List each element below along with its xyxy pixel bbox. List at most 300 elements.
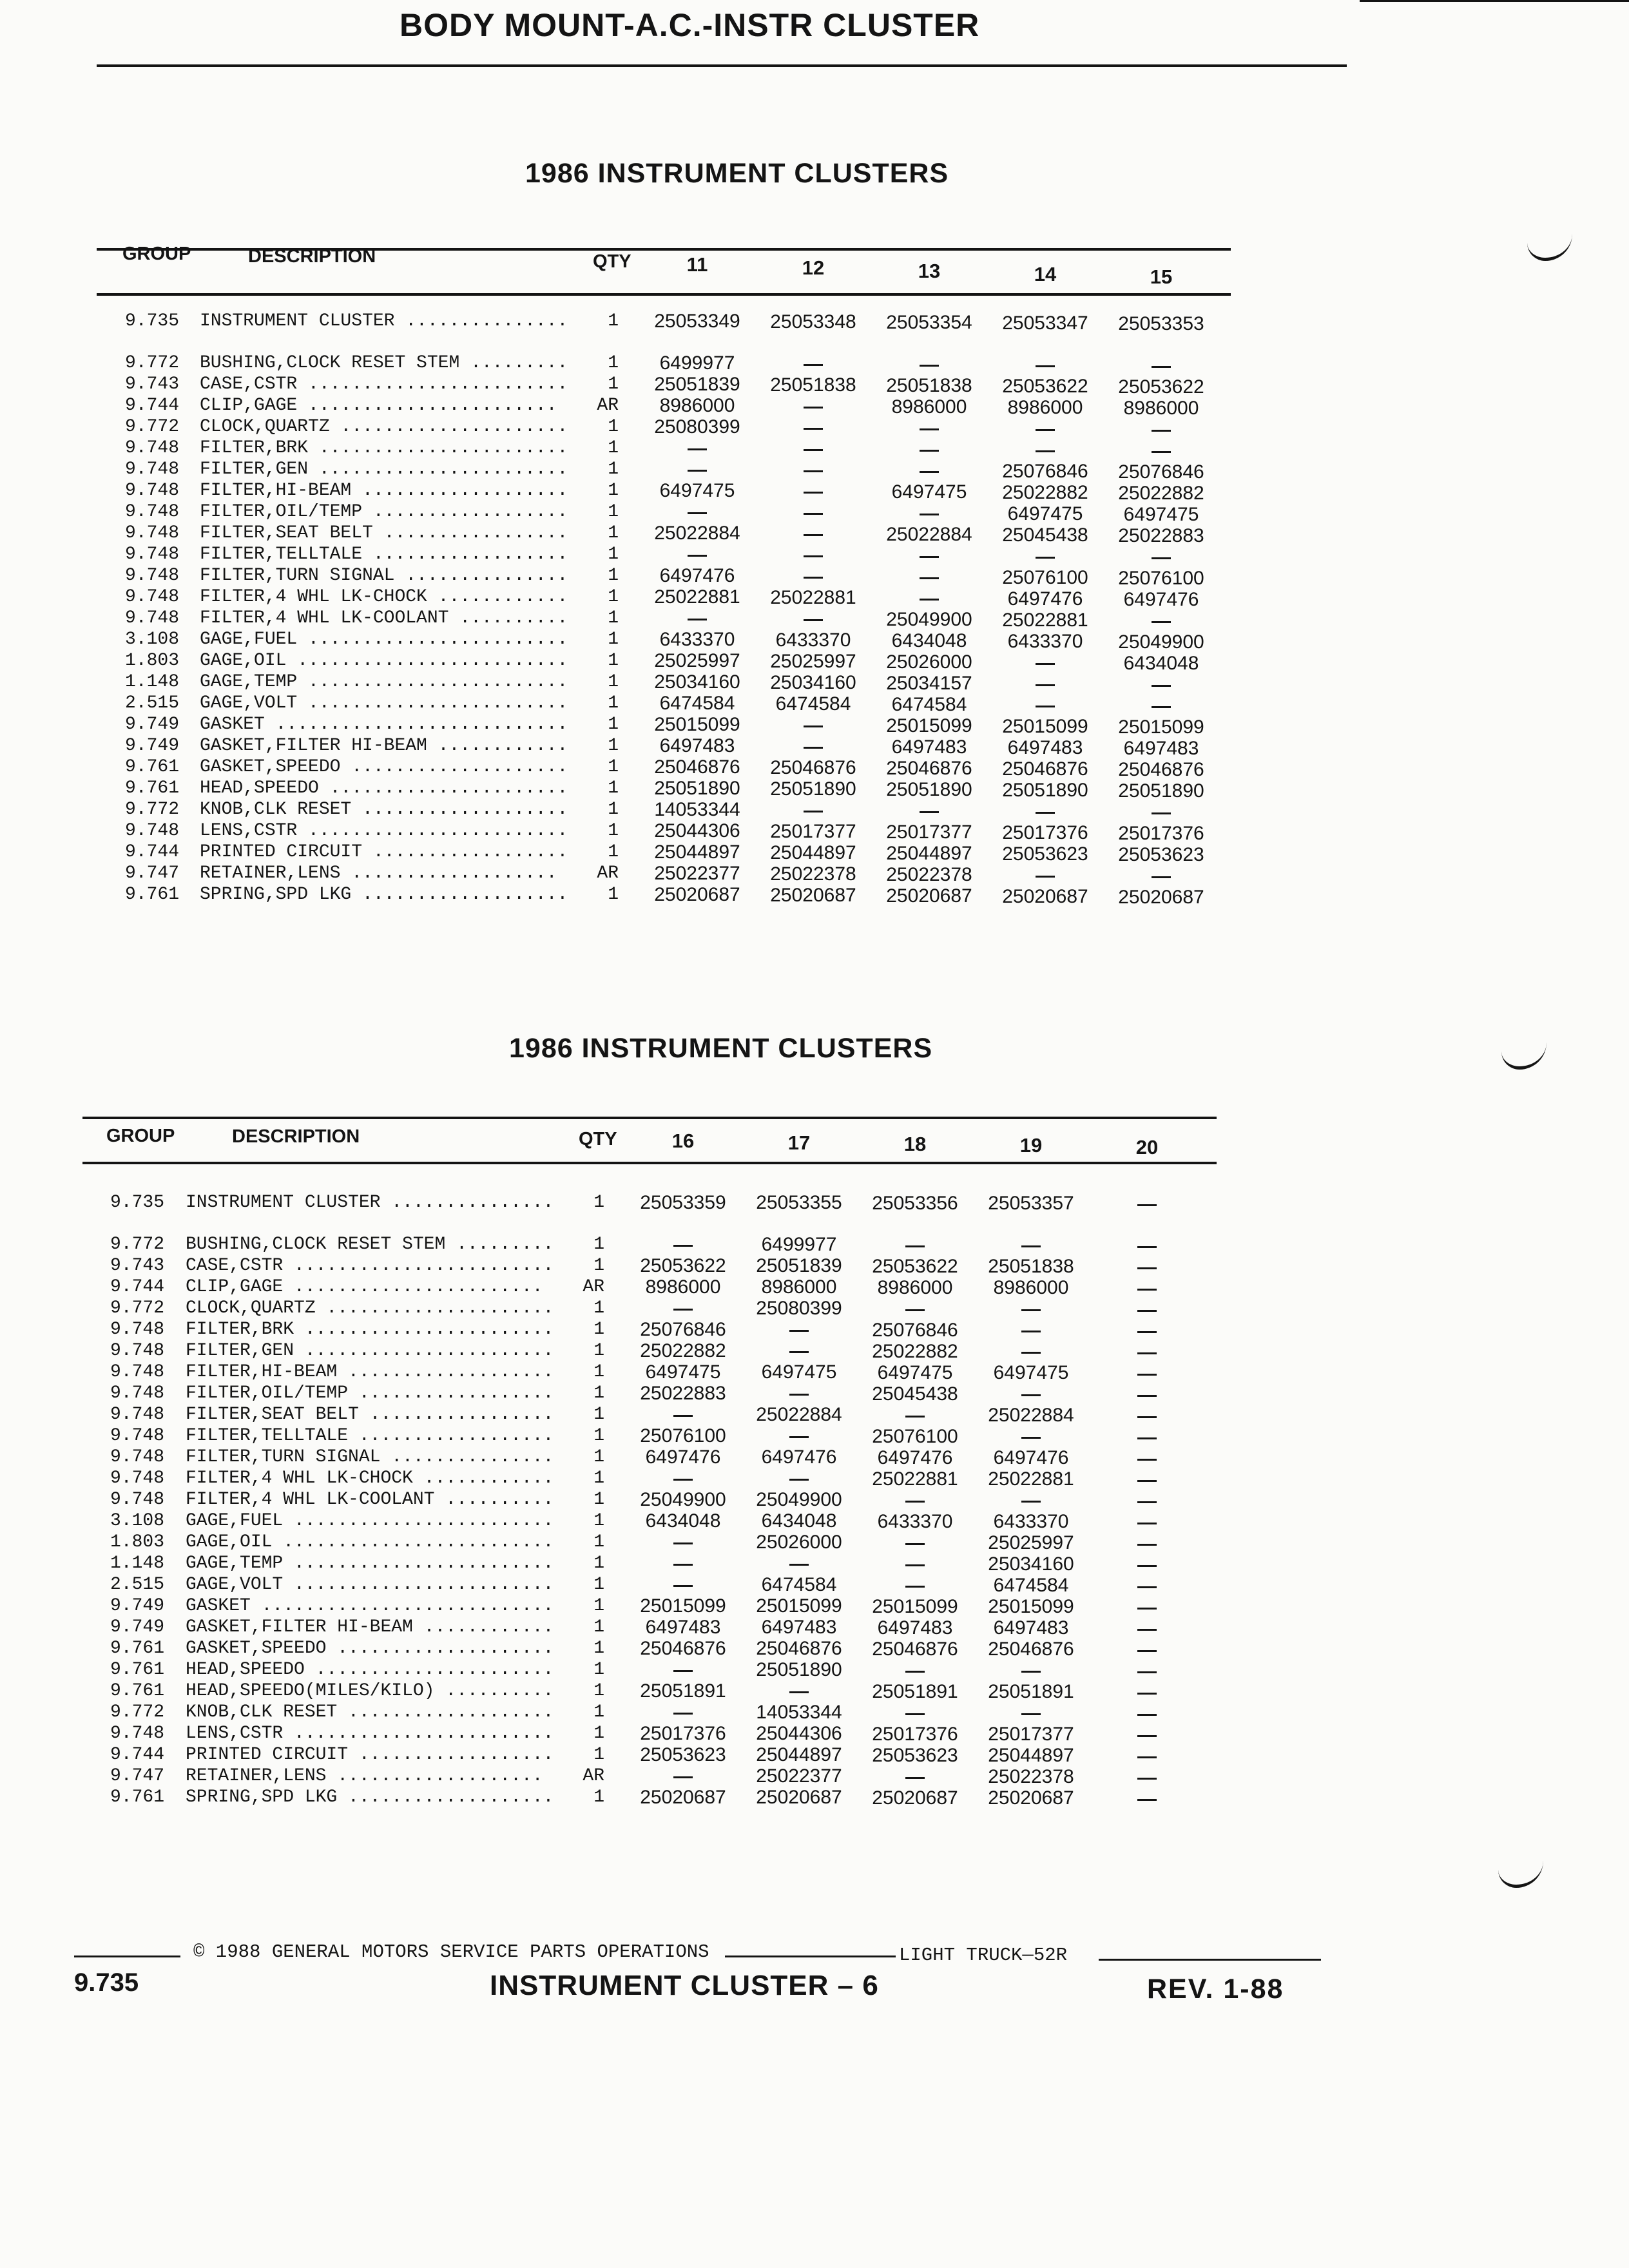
part-number: 6497483	[659, 735, 735, 756]
no-part-dash	[804, 470, 823, 472]
part-number: 25022884	[654, 523, 740, 544]
no-part-dash	[1036, 706, 1055, 707]
footer-section-title: INSTRUMENT CLUSTER – 6	[490, 1970, 879, 2001]
part-description: GAGE,TEMP ........................	[186, 1553, 554, 1573]
part-number: 25051891	[640, 1680, 726, 1702]
part-number: 25022883	[1118, 525, 1204, 546]
no-part-dash	[1021, 1245, 1041, 1247]
part-number: 25051891	[988, 1681, 1074, 1702]
part-number	[631, 1659, 735, 1681]
quantity: 1	[608, 544, 619, 564]
part-number: 25051890	[886, 779, 972, 800]
no-part-dash	[1137, 1289, 1157, 1291]
part-number: 25051838	[886, 375, 972, 396]
group-number: 9.748	[110, 1426, 164, 1446]
group-number: 9.744	[124, 396, 179, 416]
part-number	[1095, 1193, 1199, 1215]
no-part-dash	[1152, 366, 1171, 368]
no-part-dash	[789, 1479, 809, 1481]
table-row	[0, 1425, 1289, 1447]
table-top-rule	[82, 1117, 1217, 1119]
part-number	[878, 439, 981, 461]
table-row	[0, 1723, 1289, 1745]
part-number	[979, 1341, 1083, 1363]
part-number	[1095, 1427, 1199, 1448]
part-number	[1095, 1724, 1199, 1746]
qty-column-header: QTY	[593, 251, 631, 272]
part-number	[762, 481, 865, 503]
no-part-dash	[804, 619, 823, 621]
quantity: 1	[593, 1426, 604, 1446]
part-number	[994, 354, 1097, 376]
part-number: 6434048	[891, 630, 967, 651]
part-number: 25076100	[872, 1426, 958, 1447]
part-number	[994, 439, 1097, 461]
part-number: 25051890	[1118, 780, 1204, 802]
no-part-dash	[1137, 1352, 1157, 1354]
table-row	[0, 1765, 1289, 1787]
part-number: 6497476	[877, 1447, 953, 1468]
no-part-dash	[804, 492, 823, 494]
no-part-dash	[688, 619, 707, 620]
part-number: 25020687	[1002, 886, 1088, 907]
table-row	[0, 1638, 1289, 1660]
group-number: 9.761	[110, 1681, 164, 1701]
part-number: 25026000	[886, 651, 972, 673]
group-number: 9.735	[110, 1193, 164, 1213]
column-header-18: 18	[903, 1133, 927, 1155]
footer-revision: REV. 1-88	[1147, 1974, 1284, 2004]
part-number: 6497475	[645, 1361, 721, 1383]
part-description: FILTER,TURN SIGNAL ...............	[200, 566, 568, 586]
column-header-19: 19	[1019, 1134, 1043, 1157]
no-part-dash	[688, 470, 707, 472]
table-row	[0, 884, 1289, 906]
no-part-dash	[1036, 876, 1055, 878]
part-number: 25046876	[988, 1639, 1074, 1660]
part-number: 25022378	[886, 864, 972, 885]
part-number	[747, 1319, 851, 1341]
part-number: 25022377	[756, 1765, 842, 1787]
no-part-dash	[1036, 663, 1055, 665]
no-part-dash	[804, 747, 823, 749]
part-number: 25017376	[872, 1724, 958, 1745]
part-number: 25053623	[1118, 844, 1204, 865]
group-number: 9.761	[124, 778, 179, 798]
part-number: 8986000	[993, 1277, 1069, 1298]
no-part-dash	[1036, 429, 1055, 431]
group-number: 9.748	[124, 608, 179, 628]
part-number: 25022881	[872, 1468, 958, 1490]
table-row	[0, 1404, 1289, 1426]
part-number	[878, 418, 981, 439]
part-number: 25026000	[756, 1532, 842, 1553]
part-number	[1095, 1448, 1199, 1470]
part-number	[631, 1532, 735, 1553]
group-number: 9.749	[124, 715, 179, 735]
part-description: GAGE,VOLT ........................	[200, 693, 568, 713]
part-number: 25044897	[756, 1744, 842, 1765]
part-number	[631, 1468, 735, 1490]
part-number: 25051838	[770, 374, 856, 396]
no-part-dash	[905, 1309, 925, 1311]
part-number: 6497476	[1007, 588, 1083, 610]
table-row	[0, 650, 1289, 672]
group-number: 1.803	[124, 651, 179, 671]
description-column-header: DESCRIPTION	[232, 1126, 360, 1147]
quantity: AR	[597, 396, 619, 416]
part-description: PRINTED CIRCUIT ..................	[200, 842, 568, 862]
part-number: 25051891	[872, 1681, 958, 1702]
no-part-dash	[1137, 1331, 1157, 1333]
table-row	[0, 1617, 1289, 1639]
group-number: 9.772	[124, 800, 179, 820]
group-number: 9.748	[124, 438, 179, 458]
no-part-dash	[1152, 451, 1171, 453]
group-number: 9.748	[124, 821, 179, 841]
part-description: CLOCK,QUARTZ .....................	[200, 417, 568, 437]
table-row	[0, 311, 1289, 332]
quantity: 1	[608, 651, 619, 671]
part-number	[747, 1468, 851, 1490]
table-row	[0, 1595, 1289, 1617]
no-part-dash	[1137, 1523, 1157, 1524]
no-part-dash	[1152, 812, 1171, 814]
no-part-dash	[1021, 1394, 1041, 1396]
part-number: 25045438	[1002, 524, 1088, 546]
table-header-rule	[82, 1162, 1217, 1164]
quantity: 1	[593, 1447, 604, 1467]
part-number: 25025997	[654, 650, 740, 671]
part-number: 25022378	[988, 1766, 1074, 1787]
part-description: FILTER,HI-BEAM ...................	[200, 481, 568, 501]
part-number: 25017377	[770, 821, 856, 842]
no-part-dash	[1137, 1246, 1157, 1248]
part-number: 25076846	[872, 1320, 958, 1341]
group-number: 9.748	[110, 1724, 164, 1744]
no-part-dash	[1137, 1204, 1157, 1206]
no-part-dash	[1021, 1352, 1041, 1354]
footer-rule-right	[1099, 1959, 1321, 1961]
copyright-text: © 1988 GENERAL MOTORS SERVICE PARTS OPERATIONS	[193, 1941, 709, 1963]
table-row	[0, 1787, 1289, 1809]
group-number: 9.772	[124, 353, 179, 373]
table-row	[0, 799, 1289, 821]
part-description: FILTER,GEN .......................	[186, 1341, 554, 1361]
table-row	[0, 1659, 1289, 1681]
no-part-dash	[1036, 450, 1055, 452]
part-number	[878, 800, 981, 822]
part-number	[646, 459, 749, 481]
column-header-12: 12	[802, 256, 825, 279]
margin-check-mark	[1501, 1041, 1547, 1070]
part-number: 25053622	[872, 1256, 958, 1277]
group-number: 9.772	[110, 1235, 164, 1254]
part-number: 25034157	[886, 673, 972, 694]
table-row	[0, 714, 1289, 736]
part-number: 8986000	[1007, 397, 1083, 418]
no-part-dash	[804, 428, 823, 430]
part-number	[762, 715, 865, 736]
table-row	[0, 1680, 1289, 1702]
no-part-dash	[905, 1564, 925, 1566]
part-description: GAGE,OIL .........................	[200, 651, 568, 671]
quantity: 1	[608, 842, 619, 862]
no-part-dash	[789, 1351, 809, 1353]
quantity: 1	[608, 311, 619, 331]
part-number: 25015099	[640, 1595, 726, 1617]
part-number: 6434048	[1123, 653, 1199, 674]
part-description: INSTRUMENT CLUSTER ...............	[186, 1193, 554, 1213]
part-number: 25049900	[886, 609, 972, 630]
quantity: 1	[608, 608, 619, 628]
no-part-dash	[673, 1670, 693, 1672]
column-header-13: 13	[918, 260, 941, 282]
part-number	[1095, 1320, 1199, 1342]
part-number: 25053622	[640, 1255, 726, 1276]
table-row	[0, 1574, 1289, 1596]
part-number: 25053623	[1002, 843, 1088, 865]
part-number	[762, 396, 865, 418]
no-part-dash	[804, 577, 823, 579]
group-number: 1.803	[110, 1532, 164, 1552]
part-number: 25015099	[1002, 716, 1088, 737]
part-number	[994, 652, 1097, 674]
part-description: LENS,CSTR ........................	[186, 1724, 554, 1744]
group-number: 3.108	[110, 1511, 164, 1531]
group-number: 9.748	[124, 587, 179, 607]
part-number: 25053622	[1002, 376, 1088, 397]
part-number: 25076846	[1002, 461, 1088, 482]
part-number: 25053349	[654, 311, 740, 332]
part-number: 6433370	[659, 629, 735, 650]
part-number	[1095, 1363, 1199, 1385]
quantity: 1	[593, 1532, 604, 1552]
part-number: 6497476	[761, 1446, 837, 1468]
part-description: SPRING,SPD LKG ...................	[200, 885, 568, 905]
part-number	[631, 1574, 735, 1596]
group-number: 9.748	[110, 1341, 164, 1361]
part-description: FILTER,BRK .......................	[200, 438, 568, 458]
quantity: AR	[583, 1277, 604, 1297]
table-row	[0, 1340, 1289, 1362]
no-part-dash	[673, 1479, 693, 1481]
table-row	[0, 437, 1289, 459]
part-description: FILTER,SEAT BELT .................	[200, 523, 568, 543]
group-number: 3.108	[124, 629, 179, 649]
part-number	[1095, 1554, 1199, 1576]
qty-column-header: QTY	[579, 1129, 617, 1149]
part-number: 25053623	[640, 1744, 726, 1765]
no-part-dash	[1152, 621, 1171, 623]
no-part-dash	[1137, 1374, 1157, 1376]
table-row	[0, 863, 1289, 885]
part-number: 25080399	[756, 1298, 842, 1319]
table-row	[0, 480, 1289, 502]
quantity: 1	[593, 1511, 604, 1531]
group-number: 9.748	[110, 1490, 164, 1510]
table-row	[0, 1468, 1289, 1490]
part-number: 6497475	[761, 1361, 837, 1383]
part-number	[878, 354, 981, 376]
no-part-dash	[1152, 557, 1171, 559]
part-number	[646, 501, 749, 523]
part-description: HEAD,SPEEDO ......................	[200, 778, 568, 798]
part-number: 25022882	[872, 1341, 958, 1362]
part-description: FILTER,OIL/TEMP ..................	[186, 1383, 554, 1403]
part-number: 8986000	[645, 1276, 721, 1298]
part-description: CLIP,GAGE .......................	[186, 1277, 543, 1297]
header-rule	[97, 64, 1347, 67]
part-description: GASKET,SPEEDO ....................	[186, 1639, 554, 1658]
part-number: 25015099	[654, 714, 740, 735]
part-number: 14053344	[654, 799, 740, 820]
part-number: 6474584	[659, 693, 735, 714]
group-number: 9.748	[124, 544, 179, 564]
no-part-dash	[920, 811, 939, 813]
part-number	[747, 1383, 851, 1405]
part-number: 25053347	[1002, 312, 1088, 334]
part-number: 25046876	[654, 756, 740, 778]
group-number: 9.749	[110, 1617, 164, 1637]
no-part-dash	[920, 428, 939, 430]
part-number: 6497483	[891, 736, 967, 758]
no-part-dash	[804, 726, 823, 727]
no-part-dash	[920, 556, 939, 558]
part-number: 6497475	[993, 1362, 1069, 1383]
table-row	[0, 693, 1289, 715]
group-number: 9.747	[124, 863, 179, 883]
part-number: 25080399	[654, 416, 740, 437]
part-number: 25022884	[756, 1404, 842, 1425]
part-number: 25022884	[886, 524, 972, 545]
part-number: 25051890	[1002, 780, 1088, 801]
quantity: 1	[593, 1490, 604, 1510]
no-part-dash	[804, 513, 823, 515]
no-part-dash	[804, 407, 823, 408]
part-number	[747, 1340, 851, 1362]
margin-check-mark	[1498, 1859, 1543, 1888]
part-number: 6497476	[1123, 589, 1199, 610]
no-part-dash	[1137, 1416, 1157, 1418]
column-header-15: 15	[1150, 265, 1173, 288]
part-number: 25015099	[1118, 716, 1204, 738]
no-part-dash	[1021, 1501, 1041, 1503]
group-number: 2.515	[110, 1575, 164, 1595]
part-number	[863, 1405, 967, 1427]
group-number: 9.748	[124, 481, 179, 501]
table-row	[0, 841, 1289, 863]
column-header-20: 20	[1135, 1136, 1159, 1158]
part-number: 6474584	[761, 1574, 837, 1595]
part-number: 6497483	[761, 1617, 837, 1638]
part-number: 6497475	[877, 1362, 953, 1383]
corner-rule	[1360, 0, 1629, 2]
part-description: GAGE,FUEL ........................	[200, 629, 568, 649]
quantity: 1	[608, 502, 619, 522]
no-part-dash	[1021, 1331, 1041, 1332]
part-number: 6474584	[993, 1575, 1069, 1596]
quantity: 1	[608, 693, 619, 713]
table-row	[0, 1234, 1289, 1256]
part-number: 25051890	[770, 778, 856, 800]
part-description: GAGE,TEMP ........................	[200, 672, 568, 692]
quantity: 1	[593, 1320, 604, 1340]
no-part-dash	[673, 1245, 693, 1247]
part-number: 6497475	[891, 481, 967, 503]
part-description: GASKET,FILTER HI-BEAM ............	[200, 736, 568, 756]
part-number	[1095, 1682, 1199, 1704]
part-number	[762, 566, 865, 588]
part-number	[878, 503, 981, 524]
part-description: BUSHING,CLOCK RESET STEM .........	[186, 1235, 554, 1254]
part-number: 6497483	[1007, 737, 1083, 758]
no-part-dash	[1137, 1778, 1157, 1780]
part-description: FILTER,TELLTALE ..................	[200, 544, 568, 564]
column-header-17: 17	[787, 1131, 811, 1154]
part-number: 6434048	[761, 1510, 837, 1532]
no-part-dash	[1137, 1267, 1157, 1269]
part-number	[979, 1383, 1083, 1405]
group-number: 9.748	[124, 523, 179, 543]
quantity: 1	[593, 1702, 604, 1722]
part-description: CLIP,GAGE .......................	[200, 396, 557, 416]
part-number	[762, 544, 865, 566]
group-number: 9.748	[110, 1320, 164, 1340]
part-number: 14053344	[756, 1702, 842, 1723]
no-part-dash	[1021, 1437, 1041, 1439]
part-number	[1095, 1278, 1199, 1300]
part-number: 25020687	[1118, 887, 1204, 908]
group-number: 9.772	[124, 417, 179, 437]
part-description: HEAD,SPEEDO ......................	[186, 1660, 554, 1680]
part-number: 6497483	[993, 1617, 1069, 1639]
quantity: 1	[608, 374, 619, 394]
no-part-dash	[920, 514, 939, 515]
part-description: SPRING,SPD LKG ...................	[186, 1787, 554, 1807]
page-header-title: BODY MOUNT-A.C.-INSTR CLUSTER	[400, 7, 980, 43]
part-number: 25053623	[872, 1745, 958, 1766]
no-part-dash	[789, 1564, 809, 1566]
quantity: 1	[608, 566, 619, 586]
no-part-dash	[1137, 1714, 1157, 1716]
quantity: 1	[593, 1341, 604, 1361]
part-number	[1095, 1490, 1199, 1512]
group-number: 9.749	[124, 736, 179, 756]
group-number: 9.761	[110, 1639, 164, 1658]
part-description: FILTER,TURN SIGNAL ...............	[186, 1447, 554, 1467]
series-text: LIGHT TRUCK—52R	[899, 1945, 1068, 1966]
part-number: 25022884	[988, 1405, 1074, 1426]
part-number	[631, 1298, 735, 1320]
part-number: 25022882	[640, 1340, 726, 1361]
part-number: 6497475	[659, 480, 735, 501]
part-number: 6497475	[1007, 503, 1083, 524]
no-part-dash	[1021, 1713, 1041, 1715]
part-number: 25046876	[756, 1638, 842, 1659]
part-description: FILTER,BRK .......................	[186, 1320, 554, 1340]
group-number: 9.744	[110, 1745, 164, 1765]
part-number: 25053622	[1118, 376, 1204, 398]
no-part-dash	[1137, 1586, 1157, 1588]
no-part-dash	[688, 555, 707, 557]
part-number: 6497476	[659, 565, 735, 586]
quantity: AR	[597, 863, 619, 883]
no-part-dash	[920, 365, 939, 367]
part-number: 25022378	[770, 863, 856, 885]
table-row	[0, 1510, 1289, 1532]
no-part-dash	[905, 1543, 925, 1545]
